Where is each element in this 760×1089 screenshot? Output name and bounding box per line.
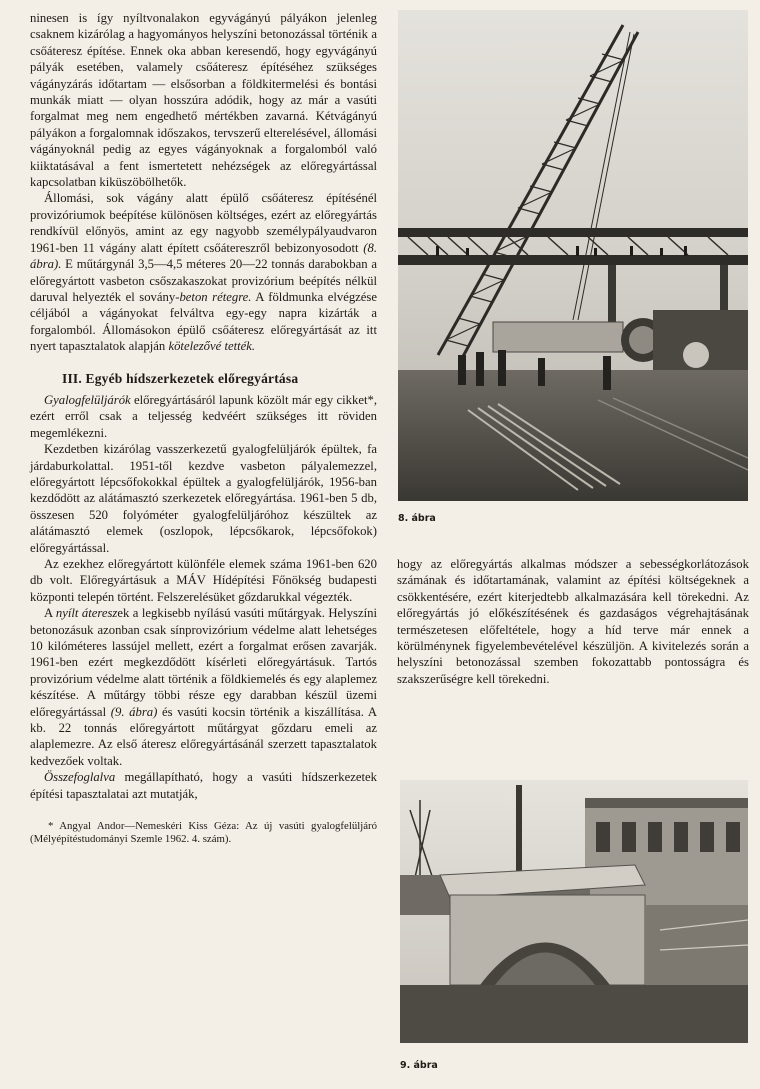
emphasis-text: kötelezővé tették.: [168, 339, 256, 354]
footnote: * Angyal Andor—Nemeskéri Kiss Géza: Az új vasúti gyalogfelüljáró (Mélyépítéstudományi Szemle 1962. 4. szám).: [30, 820, 377, 846]
text-span: előregyártásáról lapunk közölt már egy cikket*, ezért erről csak a teljesség kedvéért szükséges itt röviden megemlékezni.: [30, 392, 377, 440]
text-span: A földmunka elvégzése céljából a vágányokat felváltva egy-egy napra kizárták a forgalomból. Állomásokon épülő csőáteresz előregyártását az itt nyert tapasztalatok alapján: [30, 289, 377, 354]
left-column: [30, 10, 377, 846]
emphasis-text: Gyalogfelüljárók: [44, 392, 131, 407]
text-span: A: [44, 606, 56, 621]
emphasis-text: nyílt áteresz: [55, 606, 118, 621]
paragraph-elements: Az ezekhez előregyártott különféle elemek száma 1961-ben 620 db volt. Előregyártásuk a MÁV Hídépítési Főnökség budapesti központi telepén történt. Felszerelésüket gőzdarukkal végezték.: [30, 557, 377, 604]
text-span: és vasúti kocsin történik a kiszállítása. A kb. 22 tonnás előregyártott műtárgyat gőzdaru emeli az alaplemezre. Az első áteresz előregyártásánál szerzett tapasztalatok kedvezőek voltak.: [30, 704, 377, 768]
text-span: ek a legkisebb nyílású vasúti műtárgyak. Helyszíni betonozásuk azonban csak sínprovizórium védelme alatt lehetséges 10 kilóméteres lassújel mellett, ezért a forgalmat erősen zavarják. 1961-ben ezért megkezdődött kísérleti előregyártásuk. Tartós provizórium védelme alatt történik a földkiemelés és egy alaplemez készítése. A műtárgy többi része egy darabban készül üzemi előregyártással: [30, 606, 377, 719]
precast-culvert-photo: [400, 780, 748, 1043]
paragraph-footbridges: [30, 392, 377, 441]
figure-reference: (9. ábra): [110, 704, 158, 719]
figure-8-caption: 8. ábra: [398, 513, 436, 524]
emphasis-text: Összefoglalva: [44, 770, 116, 785]
right-column: [397, 556, 749, 687]
paragraph-history: Kezdetben kizárólag vasszerkezetű gyalogfelüljárók épültek, fa járdaburkolattal. 1951-től kezdve vasbeton pályalemezzel, előregyártott lépcsőfokokkal épültek a gyalogfelüljárók, 1956-ban kezdődött az alátámasztó szerkezetek előregyártása. 1961-ben 5 db, összesen 520 folyóméter gyalogfelüljáróhoz készültek az alátámasztó elemek (oszlopok, lépcsőkarok, lépcsőfokok) előregyártással.: [30, 442, 377, 555]
text-span: megállapítható, hogy a vasúti hídszerkezetek építési tapasztalatai azt mutatják,: [30, 770, 377, 801]
figure-9-caption: 9. ábra: [400, 1060, 438, 1071]
figure-9-photo: [400, 780, 748, 1043]
figure-8-photo: [398, 10, 748, 501]
text-span: E műtárgynál 3,5—4,5 méteres 20—22 tonnás darabokban a előregyártott vasbeton csőszakaszokat provizórium beépítés nélkül daruval helyezték el sovány-: [30, 257, 377, 304]
paragraph-conclusion: hogy az előregyártás alkalmas módszer a sebességkorlátozások számának és időtartamának, valamint az építési költségeknek a csökkentésére, ezért kiterjedtebb alkalmazására kell törekedni. Az előregyártás jó előkészítésének és gazdaságos végrehajtásának természetesen előfeltétele, hogy a híd terve már ennek a körülménynek figyelembevételével készüljön. A kivitelezés során a helyszíni betonozással szemben fokozattabb pontosságra és szakszerűségre kell törekedni.: [397, 557, 749, 686]
text-span: Állomási, sok vágány alatt épülő csőáteresz építésénél provizóriumok beépítése különösen költséges, ezért az előregyártás rendkívül előnyös, amint az egy nagyobb személypályaudvaron 1961-ben 11 vágány alatt épített csőátereszről bebizonyosodott: [30, 191, 377, 255]
emphasis-text: beton rétegre.: [179, 289, 252, 304]
figure-reference: (8. ábra).: [30, 240, 377, 272]
paragraph-intro: ninesen is így nyíltvonalakon egyvágányú pályákon jelenleg csaknem kizárólag a hagyományos helyszíni betonozással történik a csőáteresz építése. Ennek oka abban keresendő, hogy egyvágányú pályák esetében, valamely csőáteresz építéséhez szükséges vágányzárás időtartam — elsősorban a földkitermelési és bontási munkák miatt — olyan hosszúra adódik, hogy az már a vasúti forgalmat meg nem engedhető mértékben zavarná. Kétvágányú pályákon a forgalomnak időszakos, tervszerű elterelésével, állomási vágányoknál pedig az egyes vágányoknak a forgalomból való kiiktatásával a fent ismertetett nehézségek az előregyártással kapcsolatban kiküszöbölhetők.: [30, 11, 377, 190]
paragraph-summary: [30, 769, 377, 802]
section-heading: III. Egyéb hídszerkezetek előregyártása: [62, 370, 299, 386]
paragraph-stations: [30, 190, 377, 354]
paragraph-culverts: [30, 605, 377, 769]
crane-construction-photo: [398, 10, 748, 501]
